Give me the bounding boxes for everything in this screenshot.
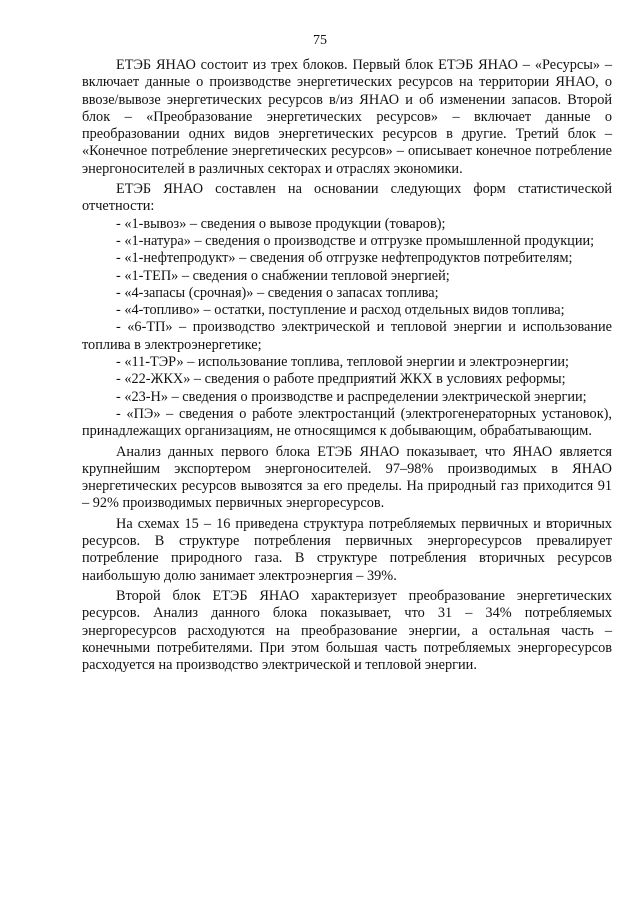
- paragraph-first-block-analysis: Анализ данных первого блока ЕТЭБ ЯНАО показывает, что ЯНАО является крупнейшим экспортером энергоносителей. 97–98% производимых в ЯНАО энергетических ресурсов вывозятся за его пределы. На природный газ приходится 91 – 92% производимых первичных энергоресурсов.: [82, 443, 612, 512]
- form-item-1-tep: - «1-ТЕП» – сведения о снабжении тепловой энергией;: [116, 267, 450, 284]
- page-content: [82, 57, 612, 674]
- paragraph-forms-intro: ЕТЭБ ЯНАО составлен на основании следующих форм статистической отчетности:: [82, 181, 612, 215]
- form-item-23-n: - «23-Н» – сведения о производстве и распределении электрической энергии;: [116, 388, 587, 405]
- form-item-pe: - «ПЭ» – сведения о работе электростанций (электрогенераторных установок), принадлежащих организациям, не относящимся к добывающим, обрабатывающим.: [82, 405, 612, 440]
- form-item-11-ter: - «11-ТЭР» – использование топлива, тепловой энергии и электроэнергии;: [116, 354, 569, 371]
- form-item-4-toplivo: - «4-топливо» – остатки, поступление и расход отдельных видов топлива;: [116, 302, 565, 319]
- form-item-1-vyvoz: - «1-вывоз» – сведения о вывозе продукции (товаров);: [116, 215, 446, 232]
- page-number: 75: [313, 33, 327, 48]
- form-item-1-natura: - «1-натура» – сведения о производстве и отгрузке промышленной продукции;: [116, 232, 595, 249]
- paragraph-blocks-overview: ЕТЭБ ЯНАО состоит из трех блоков. Первый блок ЕТЭБ ЯНАО – «Ресурсы» – включает данные о производстве энергетических ресурсов на территории ЯНАО, о ввозе/вывозе энергетических ресурсов в/из ЯНАО и об изменении запасов. Второй блок – «Преобразование энергетических ресурсов» – включает данные о преобразовании одних видов энергетических ресурсов в другие. Третий блок – «Конечное потребление энергетических ресурсов» – описывает конечное потребление энергоносителей в различных секторах и отраслях экономики.: [82, 57, 612, 177]
- form-item-6-tp: - «6-ТП» – производство электрической и тепловой энергии и использование топлива в электроэнергетике;: [82, 319, 612, 353]
- paragraph-consumption-structure: На схемах 15 – 16 приведена структура потребляемых первичных и вторичных ресурсов. В структуре потребления первичных энергоресурсов превалирует потребление природного газа. В структуре потребления вторичных ресурсов наибольшую долю занимает электроэнергия – 39%.: [82, 515, 612, 584]
- form-item-22-zhkh: - «22-ЖКХ» – сведения о работе предприятий ЖКХ в условиях реформы;: [116, 371, 566, 388]
- paragraph-second-block-analysis: Второй блок ЕТЭБ ЯНАО характеризует преобразование энергетических ресурсов. Анализ данного блока показывает, что 31 – 34% потребляемых энергоресурсов расходуются на преобразование энергии, а остальная часть – конечными потребителями. При этом большая часть потребляемых энергоресурсов расходуется на производство электрической и тепловой энергии.: [82, 587, 612, 674]
- form-item-1-nefteprodukt: - «1-нефтепродукт» – сведения об отгрузке нефтепродуктов потребителям;: [116, 250, 573, 267]
- form-item-4-zapasy: - «4-запасы (срочная)» – сведения о запасах топлива;: [116, 284, 439, 301]
